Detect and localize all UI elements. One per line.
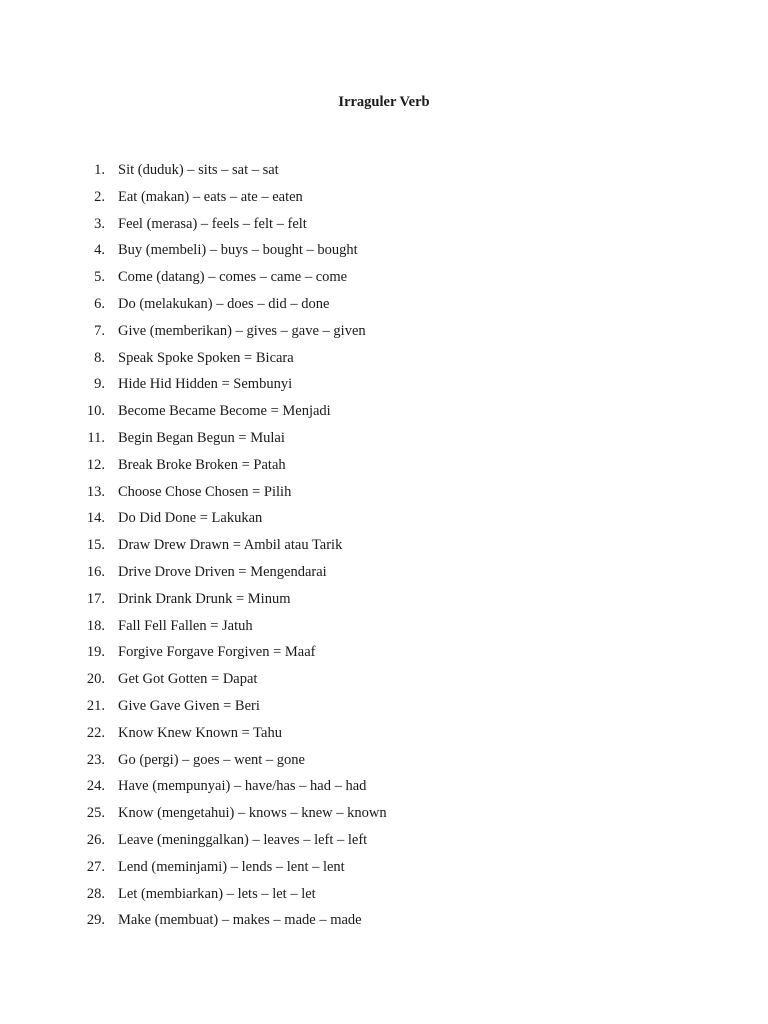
list-item-text: Get Got Gotten = Dapat xyxy=(118,671,258,688)
list-item-text: Make (membuat) – makes – made – made xyxy=(118,912,362,929)
list-item-number: 15. xyxy=(86,537,105,554)
list-item-number: 13. xyxy=(86,483,105,500)
list-item-number: 20. xyxy=(86,671,105,688)
list-item-number: 28. xyxy=(86,885,105,902)
list-item-number: 21. xyxy=(86,697,105,714)
list-item-number: 16. xyxy=(86,563,105,580)
list-item-text: Become Became Become = Menjadi xyxy=(118,403,331,420)
list-item-number: 24. xyxy=(86,778,105,795)
list-item-text: Hide Hid Hidden = Sembunyi xyxy=(118,376,293,393)
list-item-number: 17. xyxy=(86,590,105,607)
list-item-number: 11. xyxy=(87,429,105,446)
list-item-number: 8. xyxy=(94,349,105,366)
list-item-number: 19. xyxy=(86,644,105,661)
list-item-text: Break Broke Broken = Patah xyxy=(118,456,286,473)
list-item-number: 14. xyxy=(86,510,105,527)
list-item-text: Do (melakukan) – does – did – done xyxy=(118,295,330,312)
list-item-text: Feel (merasa) – feels – felt – felt xyxy=(118,215,307,232)
list-item-text: Begin Began Begun = Mulai xyxy=(118,429,285,446)
list-item-text: Leave (meninggalkan) – leaves – left – left xyxy=(118,831,368,848)
list-item-text: Forgive Forgave Forgiven = Maaf xyxy=(118,644,316,661)
document-title xyxy=(0,92,768,112)
list-item-number: 1. xyxy=(94,162,105,178)
list-item-text: Lend (meminjami) – lends – lent – lent xyxy=(118,858,345,875)
list-item-number: 4. xyxy=(94,242,105,259)
list-item-text: Do Did Done = Lakukan xyxy=(118,510,263,527)
document-title-text: Irraguler Verb xyxy=(338,94,430,110)
list-item-number: 6. xyxy=(94,295,105,312)
list-item-text: Buy (membeli) – buys – bought – bought xyxy=(118,242,358,259)
list-item-text: Speak Spoke Spoken = Bicara xyxy=(118,349,294,366)
list-item-number: 7. xyxy=(94,322,105,339)
list-item-text: Give (memberikan) – gives – gave – given xyxy=(118,322,366,339)
list-item-text: Eat (makan) – eats – ate – eaten xyxy=(118,188,303,205)
list-item-text: Drive Drove Driven = Mengendarai xyxy=(118,563,327,580)
list-item-text: Sit (duduk) – sits – sat – sat xyxy=(118,162,279,178)
list-item-number: 5. xyxy=(94,269,105,286)
list-item-number: 10. xyxy=(86,403,105,420)
list-item-text: Have (mempunyai) – have/has – had – had xyxy=(118,778,367,795)
list-item-number: 3. xyxy=(94,215,105,232)
list-item-text: Come (datang) – comes – came – come xyxy=(118,269,348,286)
list-item-text: Know (mengetahui) – knows – knew – known xyxy=(118,805,387,822)
list-item-number: 23. xyxy=(86,751,105,768)
list-item-text: Let (membiarkan) – lets – let – let xyxy=(118,885,316,902)
list-item-number: 25. xyxy=(86,805,105,822)
list-item-text: Draw Drew Drawn = Ambil atau Tarik xyxy=(118,537,343,554)
list-item-text: Know Knew Known = Tahu xyxy=(118,724,282,741)
list-item-number: 2. xyxy=(94,188,105,205)
list-item-number: 27. xyxy=(86,858,105,875)
list-item-text: Go (pergi) – goes – went – gone xyxy=(118,751,305,768)
list-item-number: 9. xyxy=(94,376,105,393)
list-item-number: 12. xyxy=(86,456,105,473)
list-item-text: Drink Drank Drunk = Minum xyxy=(118,590,291,607)
list-item-text: Fall Fell Fallen = Jatuh xyxy=(118,617,253,634)
list-item-number: 29. xyxy=(86,912,105,929)
list-item-number: 22. xyxy=(86,724,105,741)
list-item-number: 26. xyxy=(86,831,105,848)
list-item-text: Choose Chose Chosen = Pilih xyxy=(118,483,292,500)
list-item-text: Give Gave Given = Beri xyxy=(118,697,260,714)
list-item-number: 18. xyxy=(86,617,105,634)
